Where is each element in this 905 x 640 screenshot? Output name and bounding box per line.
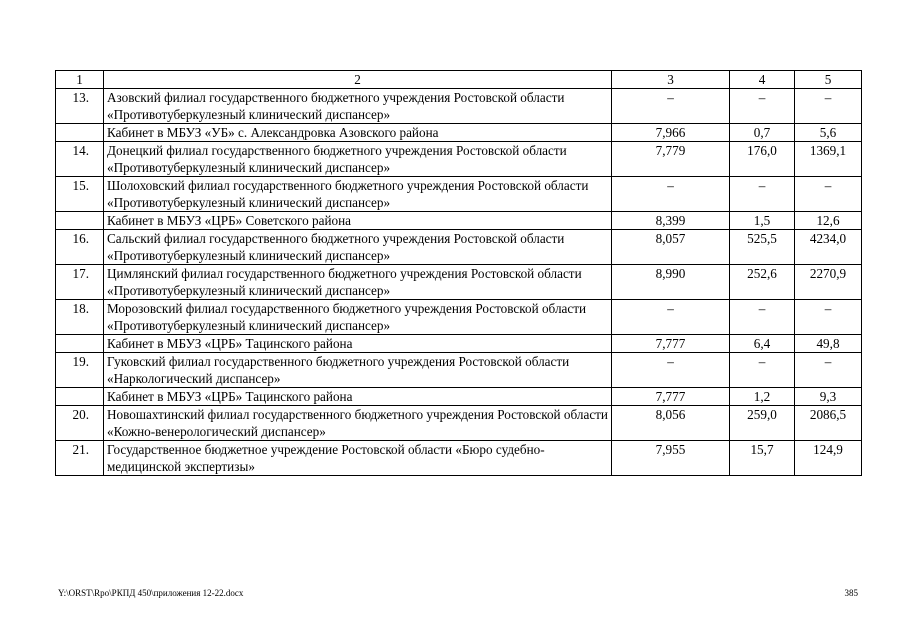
institution-name: Сальский филиал государственного бюджетного учреждения Ростовской области «Противотуберкулезный клинический диспансер» (104, 230, 612, 265)
value-col-3: 8,056 (612, 406, 730, 441)
table-row (56, 441, 862, 476)
institution-name: Морозовский филиал государственного бюджетного учреждения Ростовской области «Противотуберкулезный клинический диспансер» (104, 300, 612, 335)
table-row (56, 212, 862, 230)
value-col-3: 7,966 (612, 124, 730, 142)
value-col-3: – (612, 89, 730, 124)
value-col-3: 7,777 (612, 335, 730, 353)
value-col-5: 2270,9 (795, 265, 862, 300)
table-header-row (56, 71, 862, 89)
value-col-5: 2086,5 (795, 406, 862, 441)
value-col-3: 7,777 (612, 388, 730, 406)
value-col-3: – (612, 177, 730, 212)
header-cell-5: 5 (795, 71, 862, 89)
table-row (56, 300, 862, 335)
header-cell-2: 2 (104, 71, 612, 89)
value-col-4: 176,0 (730, 142, 795, 177)
value-col-5: 124,9 (795, 441, 862, 476)
header-cell-1: 1 (56, 71, 104, 89)
institution-name: Государственное бюджетное учреждение Ростовской области «Бюро судебно-медицинской экспертизы» (104, 441, 612, 476)
row-number: 18. (56, 300, 104, 335)
header-cell-4: 4 (730, 71, 795, 89)
value-col-3: – (612, 353, 730, 388)
value-col-5: – (795, 353, 862, 388)
institution-name: Кабинет в МБУЗ «ЦРБ» Тацинского района (104, 388, 612, 406)
value-col-4: 252,6 (730, 265, 795, 300)
row-number (56, 335, 104, 353)
row-number (56, 212, 104, 230)
value-col-4: – (730, 300, 795, 335)
table-row (56, 388, 862, 406)
value-col-4: – (730, 353, 795, 388)
value-col-5: 5,6 (795, 124, 862, 142)
value-col-5: – (795, 300, 862, 335)
value-col-3: 8,399 (612, 212, 730, 230)
value-col-3: 8,057 (612, 230, 730, 265)
header-cell-3: 3 (612, 71, 730, 89)
value-col-3: 7,779 (612, 142, 730, 177)
row-number: 16. (56, 230, 104, 265)
institution-name: Кабинет в МБУЗ «УБ» с. Александровка Азовского района (104, 124, 612, 142)
table-row (56, 406, 862, 441)
value-col-5: 49,8 (795, 335, 862, 353)
value-col-4: 525,5 (730, 230, 795, 265)
row-number: 21. (56, 441, 104, 476)
value-col-5: 9,3 (795, 388, 862, 406)
row-number: 15. (56, 177, 104, 212)
institution-name: Гуковский филиал государственного бюджетного учреждения Ростовской области «Наркологический диспансер» (104, 353, 612, 388)
value-col-4: 15,7 (730, 441, 795, 476)
row-number: 20. (56, 406, 104, 441)
institution-name: Кабинет в МБУЗ «ЦРБ» Советского района (104, 212, 612, 230)
value-col-4: 259,0 (730, 406, 795, 441)
institution-name: Азовский филиал государственного бюджетного учреждения Ростовской области «Противотуберкулезный клинический диспансер» (104, 89, 612, 124)
row-number (56, 124, 104, 142)
institution-name: Шолоховский филиал государственного бюджетного учреждения Ростовской области «Противотуберкулезный клинический диспансер» (104, 177, 612, 212)
value-col-3: 7,955 (612, 441, 730, 476)
value-col-3: – (612, 300, 730, 335)
institution-name: Цимлянский филиал государственного бюджетного учреждения Ростовской области «Противотуберкулезный клинический диспансер» (104, 265, 612, 300)
footer-page-number: 385 (844, 588, 858, 598)
row-number (56, 388, 104, 406)
row-number: 13. (56, 89, 104, 124)
value-col-5: – (795, 89, 862, 124)
value-col-4: 6,4 (730, 335, 795, 353)
institution-name: Донецкий филиал государственного бюджетного учреждения Ростовской области «Противотуберкулезный клинический диспансер» (104, 142, 612, 177)
table-row (56, 142, 862, 177)
institution-name: Новошахтинский филиал государственного бюджетного учреждения Ростовской области «Кожно-венерологический диспансер» (104, 406, 612, 441)
value-col-4: 0,7 (730, 124, 795, 142)
value-col-5: 12,6 (795, 212, 862, 230)
row-number: 17. (56, 265, 104, 300)
table-row (56, 335, 862, 353)
table-row (56, 353, 862, 388)
table-row (56, 177, 862, 212)
row-number: 14. (56, 142, 104, 177)
value-col-4: – (730, 177, 795, 212)
value-col-5: 1369,1 (795, 142, 862, 177)
table-row (56, 265, 862, 300)
tariff-table (55, 70, 862, 476)
value-col-4: 1,2 (730, 388, 795, 406)
footer-file-path: Y:\ORST\Rpo\РКПД 450\приложения 12-22.docx (58, 588, 244, 598)
value-col-3: 8,990 (612, 265, 730, 300)
value-col-4: 1,5 (730, 212, 795, 230)
institution-name: Кабинет в МБУЗ «ЦРБ» Тацинского района (104, 335, 612, 353)
value-col-4: – (730, 89, 795, 124)
table-row (56, 89, 862, 124)
table-row (56, 230, 862, 265)
value-col-5: – (795, 177, 862, 212)
table-row (56, 124, 862, 142)
value-col-5: 4234,0 (795, 230, 862, 265)
row-number: 19. (56, 353, 104, 388)
